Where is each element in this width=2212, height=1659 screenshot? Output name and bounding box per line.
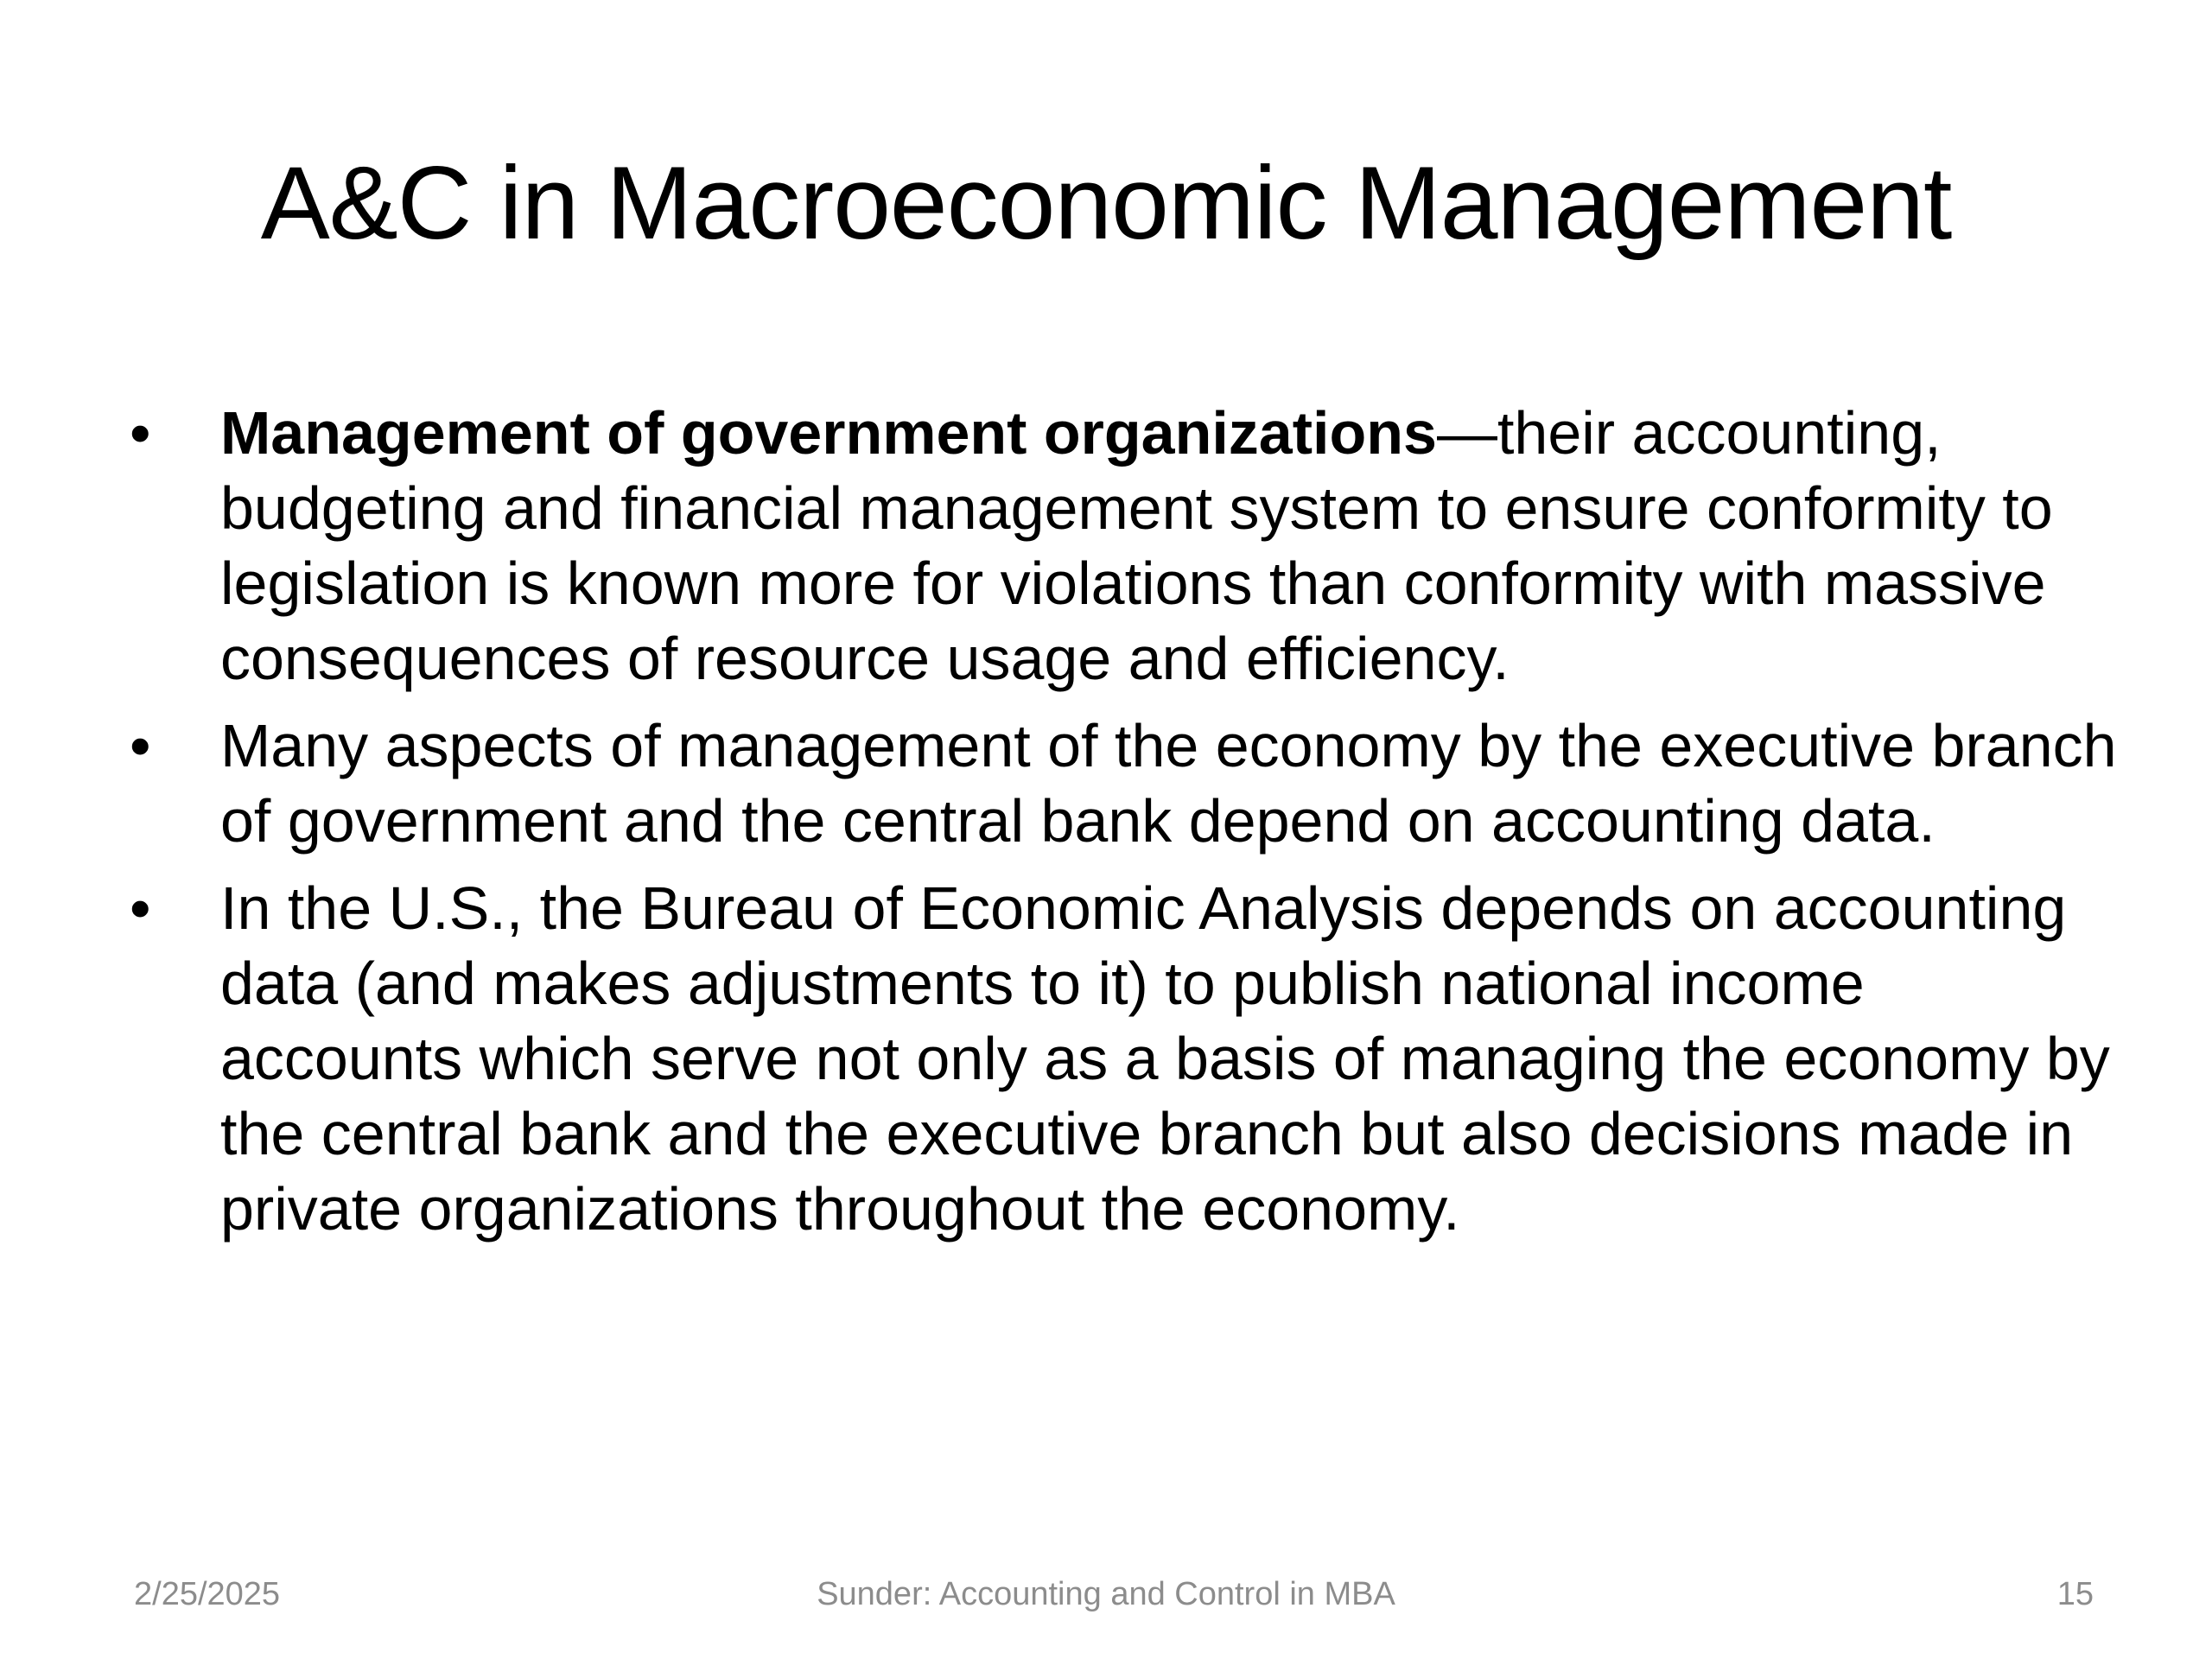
slide-title: A&C in Macroeconomic Management [260,145,1952,261]
bullet-text: Many aspects of management of the economy by the executive branch of government and the central bank depend on accounting data. [220,712,2117,855]
bullet-list [130,396,2117,1259]
bullet-item [130,871,2117,1247]
bullet-marker: • [130,712,151,779]
bullet-item [130,396,2117,696]
bullet-marker: • [130,874,151,942]
bullet-text: —their accounting, budgeting and financial management system to ensure conformity to legislation is known more for violations than conformity with massive consequences of resource usage and efficiency. [220,399,2053,692]
footer-date: 2/25/2025 [134,1576,281,1612]
bullet-text: In the U.S., the Bureau of Economic Analysis depends on accounting data (and makes adjustments to it) to publish national income accounts which serve not only as a basis of managing the economy by the central bank and the executive branch but also decisions made in private organizations throughout the economy. [220,874,2110,1243]
page-number: 15 [2056,1576,2094,1612]
bullet-item [130,709,2117,859]
bullet-marker: • [130,399,151,467]
bullet-bold-text: Management of government organizations [220,399,1437,467]
footer-text: Sunder: Accounting and Control in MBA [817,1576,1395,1612]
